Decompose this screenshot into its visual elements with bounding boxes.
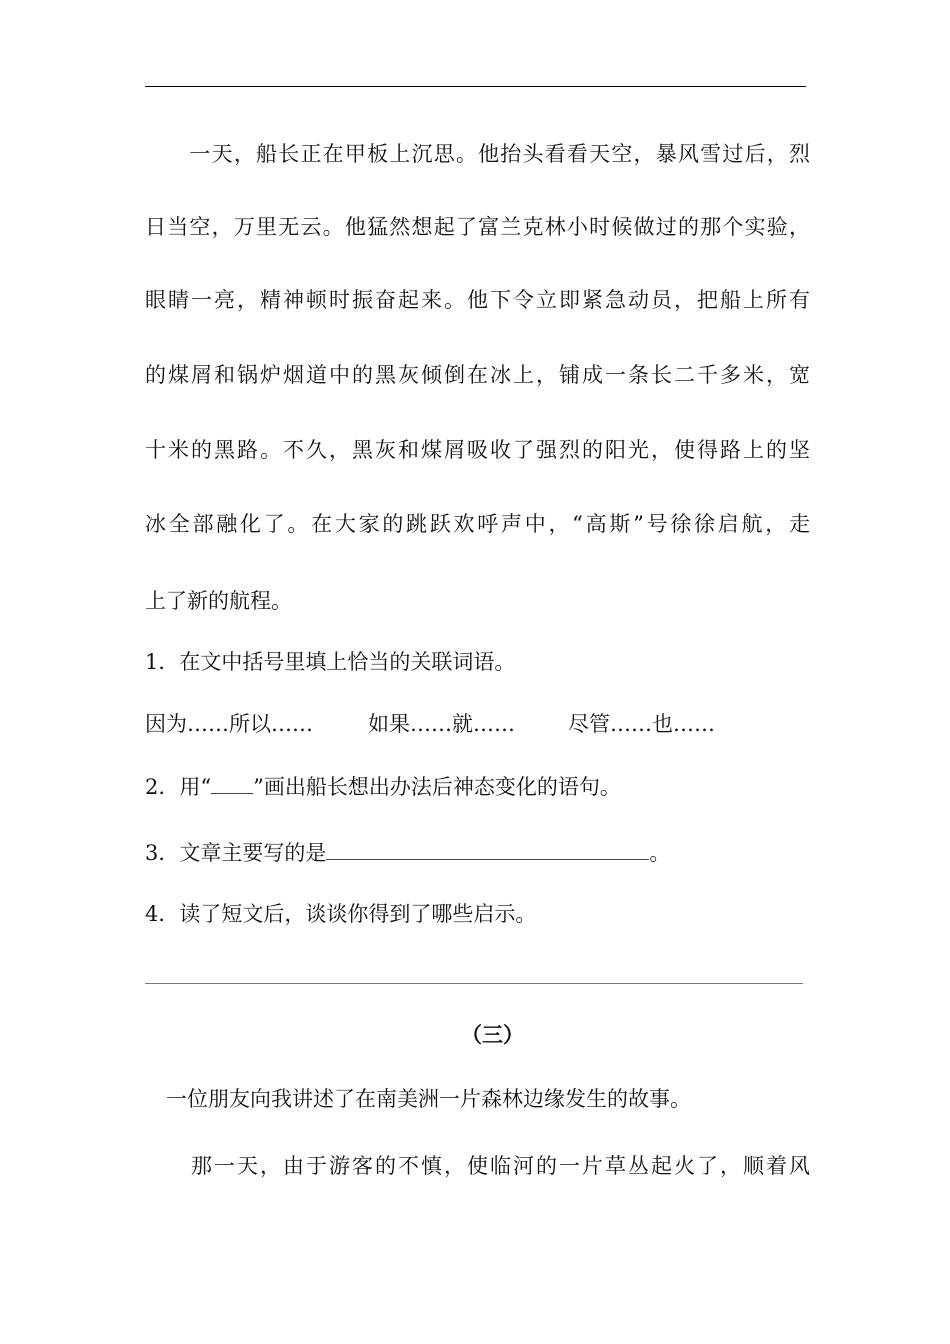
passage-line: 冰全部融化了。在大家的跳跃欢呼声中，“高斯”号徐徐启航，走 [145, 512, 810, 536]
question-2-suffix: ”画出船长想出办法后神态变化的语句。 [253, 775, 621, 799]
section3-line: 一位朋友向我讲述了在南美洲一片森林边缘发生的故事。 [145, 1087, 691, 1111]
option-2: 如果……就…… [368, 712, 515, 736]
passage-line: 的煤屑和锅炉烟道中的黑灰倾倒在冰上，铺成一条长二千多米，宽 [145, 363, 810, 387]
question-3-prefix: 3．文章主要写的是 [145, 841, 327, 865]
passage-line: 一天，船长正在甲板上沉思。他抬头看看天空，暴风雪过后，烈 [145, 142, 810, 166]
passage-line: 眼睛一亮，精神顿时振奋起来。他下令立即紧急动员，把船上所有 [145, 288, 810, 312]
header-rule [145, 86, 806, 87]
question-1: 1．在文中括号里填上恰当的关联词语。 [145, 650, 516, 674]
question-3-suffix: 。 [649, 841, 671, 865]
option-3: 尽管……也…… [568, 712, 715, 736]
question-2-prefix: 2．用“ [145, 775, 212, 799]
section3-line: 那一天，由于游客的不慎，使临河的一片草丛起火了，顺着风 [145, 1154, 810, 1178]
question-2 [145, 773, 810, 801]
question-3 [145, 837, 810, 867]
answer-blank[interactable] [326, 837, 649, 860]
question-4: 4．读了短文后，谈谈你得到了哪些启示。 [145, 902, 537, 926]
option-1: 因为……所以…… [145, 712, 313, 736]
section-heading: （三） [461, 1022, 524, 1047]
answer-line-q4[interactable] [145, 983, 803, 984]
passage-line: 上了新的航程。 [145, 589, 292, 613]
passage-line: 十米的黑路。不久，黑灰和煤屑吸收了强烈的阳光，使得路上的坚 [145, 438, 810, 462]
passage-line: 日当空，万里无云。他猛然想起了富兰克林小时候做过的那个实验， [145, 215, 810, 239]
underline-sample [211, 773, 253, 794]
